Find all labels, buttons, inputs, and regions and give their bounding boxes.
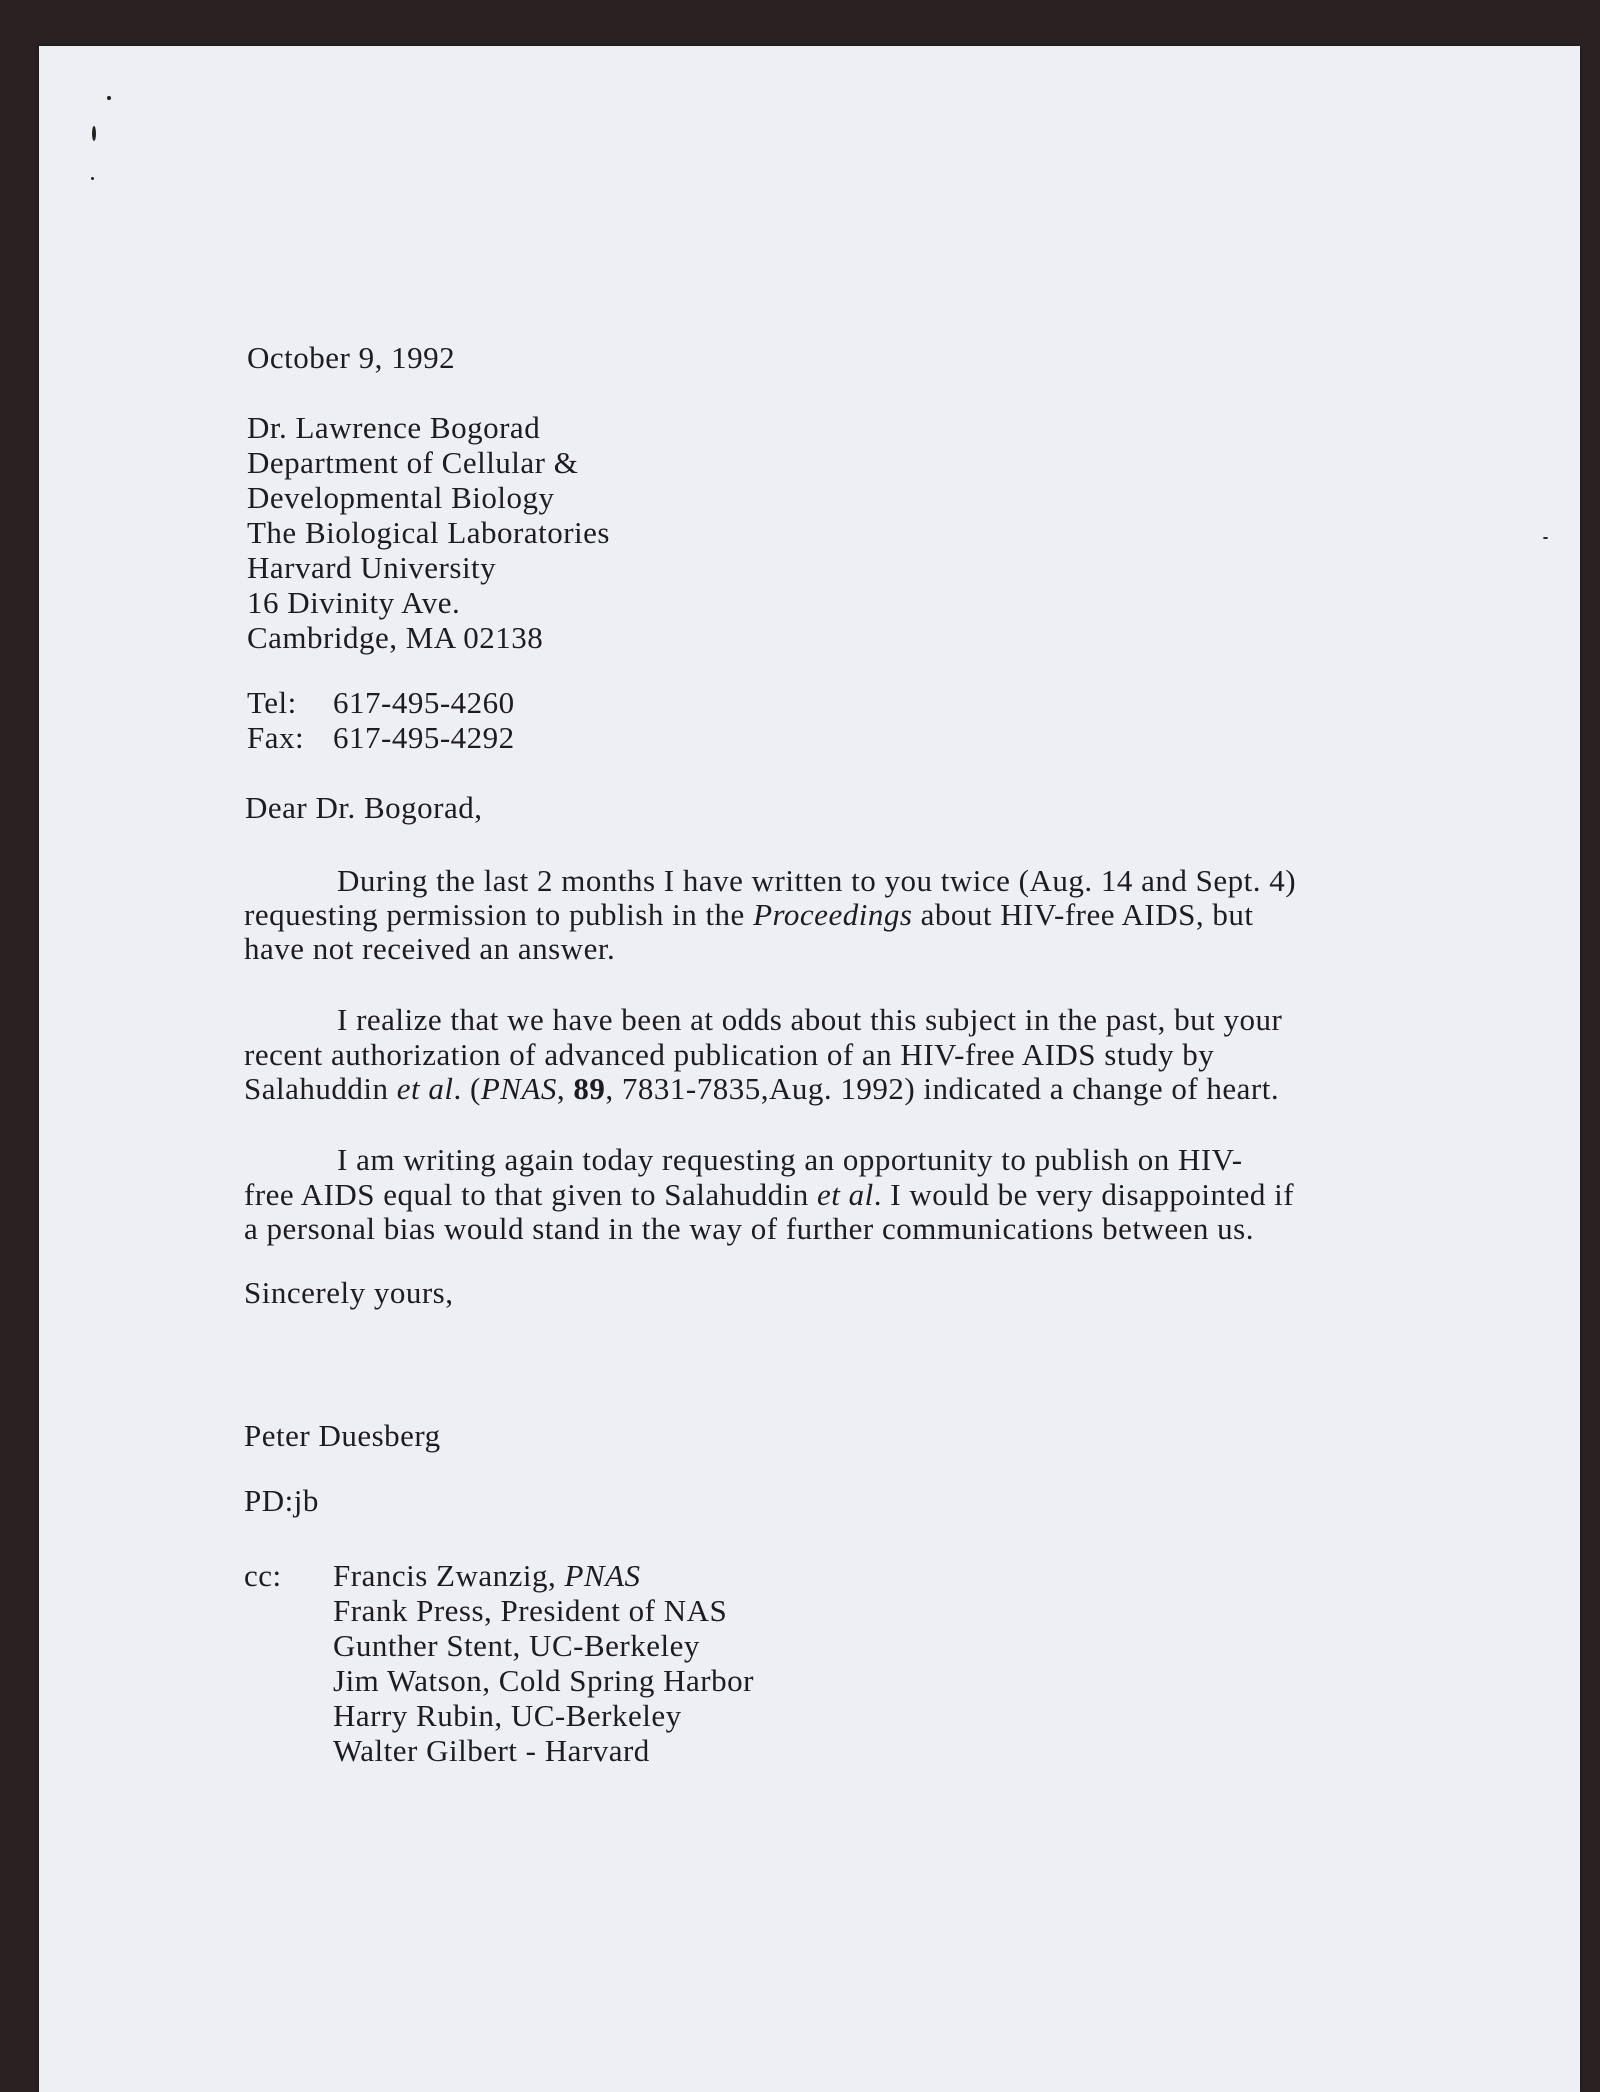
et-al-italic: et al — [396, 1071, 454, 1106]
address-line: Dr. Lawrence Bogorad — [247, 410, 541, 445]
paragraph-line — [244, 1073, 1279, 1104]
paragraph-line: have not received an answer. — [244, 931, 616, 966]
fax-number: 617-495-4292 — [333, 720, 515, 755]
closing: Sincerely yours, — [244, 1275, 454, 1310]
cc-recipient: Frank Press, President of NAS — [333, 1593, 728, 1628]
paragraph-line: During the last 2 months I have written to you twice (Aug. 14 and Sept. 4) — [337, 863, 1297, 898]
fax-label: Fax: — [247, 720, 305, 755]
cc-recipient: Jim Watson, Cold Spring Harbor — [333, 1663, 754, 1698]
paper-speck — [91, 177, 94, 180]
letter-date: October 9, 1992 — [247, 340, 456, 375]
tel-label: Tel: — [247, 685, 297, 720]
text-run: requesting permission to publish in the — [244, 897, 754, 932]
paper-speck — [92, 126, 96, 141]
text-run: Salahuddin — [244, 1071, 397, 1106]
volume-bold: 89 — [573, 1071, 606, 1106]
cc-recipient: Walter Gilbert - Harvard — [333, 1733, 650, 1768]
paragraph-line — [244, 1179, 1294, 1210]
paragraph-line: recent authorization of advanced publication of an HIV-free AIDS study by — [244, 1037, 1215, 1072]
paragraph-line: a personal bias would stand in the way of further communications between us. — [244, 1211, 1254, 1246]
cc-label: cc: — [244, 1558, 282, 1593]
paragraph-line: I realize that we have been at odds about this subject in the past, but your — [337, 1002, 1283, 1037]
journal-title-italic: Proceedings — [753, 897, 913, 932]
text-run: Francis Zwanzig, — [333, 1558, 565, 1593]
tel-number: 617-495-4260 — [333, 685, 515, 720]
typist-initials: PD:jb — [244, 1483, 319, 1518]
et-al-italic: et al — [817, 1177, 874, 1212]
address-line: 16 Divinity Ave. — [247, 585, 461, 620]
paragraph-line — [244, 899, 1254, 930]
text-run: , — [556, 1071, 574, 1106]
journal-abbrev-italic: PNAS — [564, 1558, 641, 1593]
cc-recipient: Gunther Stent, UC-Berkeley — [333, 1628, 700, 1663]
address-line: Department of Cellular & — [247, 445, 579, 480]
signature-name: Peter Duesberg — [244, 1418, 441, 1453]
text-run: free AIDS equal to that given to Salahuddin — [244, 1177, 817, 1212]
salutation: Dear Dr. Bogorad, — [245, 790, 483, 825]
address-line: The Biological Laboratories — [247, 515, 610, 550]
journal-abbrev-italic: PNAS — [480, 1071, 557, 1106]
text-run: about HIV-free AIDS, but — [912, 897, 1254, 932]
paper-speck — [107, 96, 111, 100]
paper-speck — [1543, 537, 1548, 539]
address-line: Developmental Biology — [247, 480, 555, 515]
address-line: Harvard University — [247, 550, 497, 585]
text-run: . ( — [453, 1071, 481, 1106]
text-run: , 7831-7835,Aug. 1992) indicated a change of heart. — [605, 1071, 1280, 1106]
cc-recipient — [333, 1560, 641, 1591]
text-run: . I would be very disappointed if — [873, 1177, 1295, 1212]
cc-recipient: Harry Rubin, UC-Berkeley — [333, 1698, 682, 1733]
paragraph-line: I am writing again today requesting an opportunity to publish on HIV- — [337, 1142, 1243, 1177]
address-line: Cambridge, MA 02138 — [247, 620, 544, 655]
